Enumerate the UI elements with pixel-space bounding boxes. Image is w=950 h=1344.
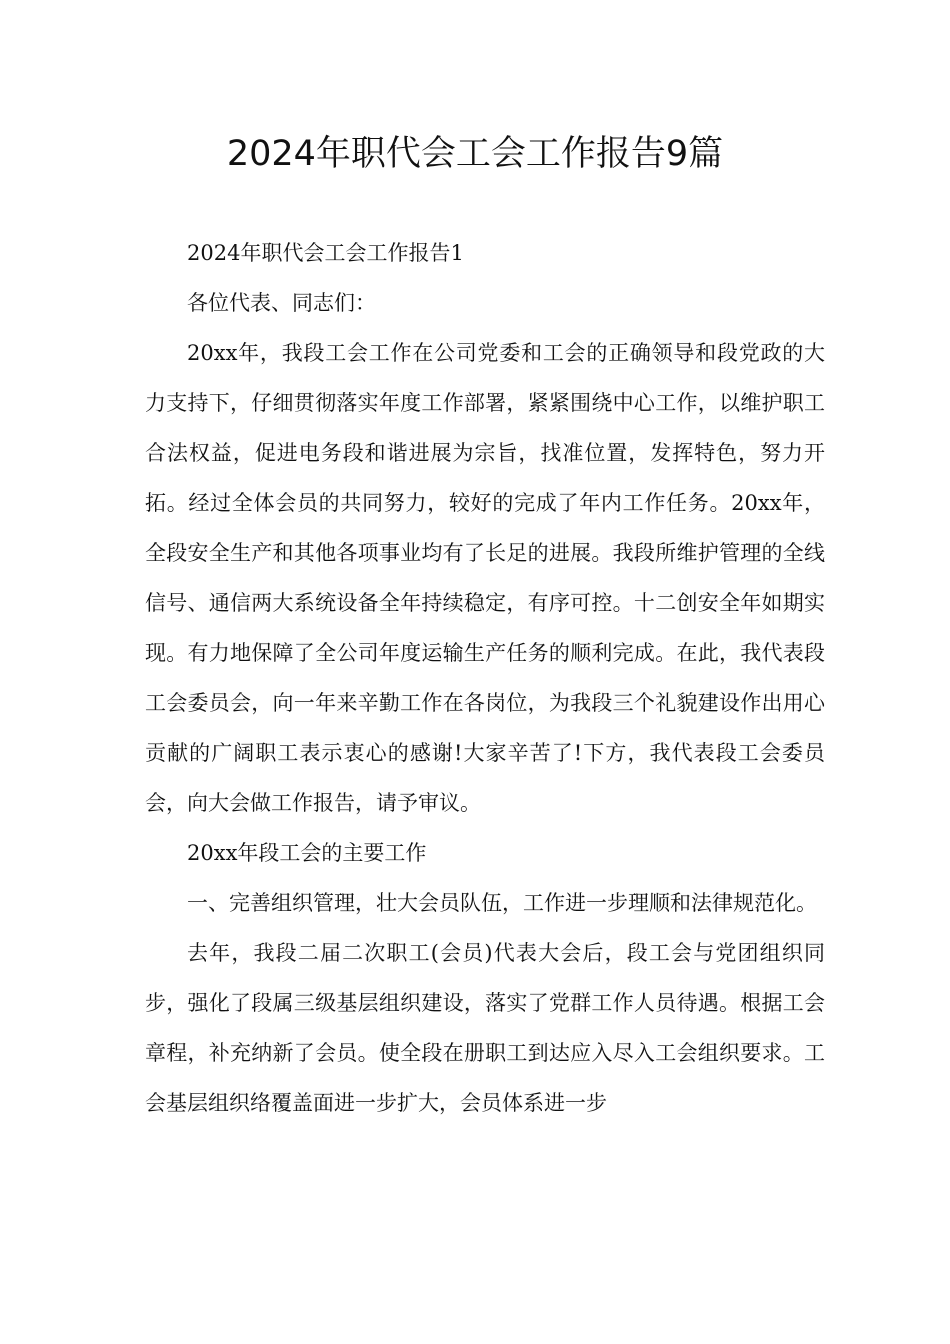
body-paragraph: 去年，我段二届二次职工(会员)代表大会后，段工会与党团组织同步，强化了段属三级基层组织建设，落实了党群工作人员待遇。根据工会章程，补充纳新了会员。使全段在册职工到达应入尽入工会组织要求。工会基层组织络覆盖面进一步扩大，会员体系进一步 [145, 941, 825, 1115]
document-title: 2024年职代会工会工作报告9篇 [226, 134, 724, 174]
salutation: 各位代表、同志们： [187, 291, 376, 315]
section-heading: 20xx年段工会的主要工作 [187, 841, 427, 865]
body-paragraph: 20xx年，我段工会工作在公司党委和工会的正确领导和段党政的大力支持下，仔细贯彻落实年度工作部署，紧紧围绕中心工作，以维护职工合法权益，促进电务段和谐进展为宗旨，找准位置，发挥特色，努力开拓。经过全体会员的共同努力，较好的完成了年内工作任务。20xx年，全段安全生产和其他各项事业均有了长足的进展。我段所维护管理的全线信号、通信两大系统设备全年持续稳定，有序可控。十二创安全年如期实现。有力地保障了全公司年度运输生产任务的顺利完成。在此，我代表段工会委员会，向一年来辛勤工作在各岗位，为我段三个礼貌建设作出用心贡献的广阔职工表示衷心的感谢!大家辛苦了!下方，我代表段工会委员会，向大会做工作报告，请予审议。 [145, 341, 825, 815]
document-body [145, 228, 825, 1128]
sub-heading: 一、完善组织管理，壮大会员队伍，工作进一步理顺和法律规范化。 [187, 891, 817, 915]
report-subtitle: 2024年职代会工会工作报告1 [187, 241, 464, 265]
